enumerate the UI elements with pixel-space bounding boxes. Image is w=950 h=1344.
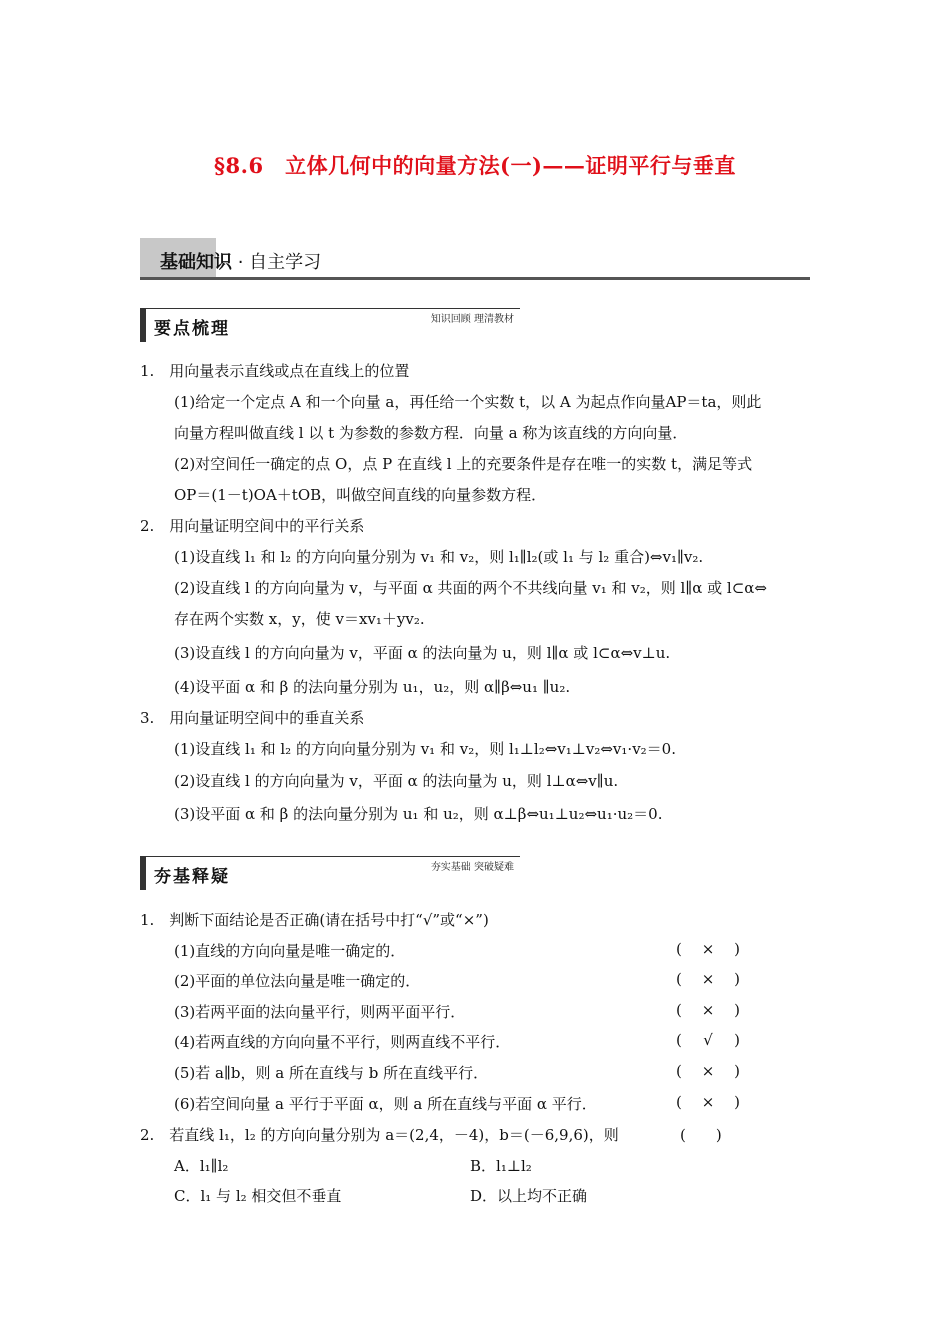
answer-mark: ×: [701, 1093, 715, 1111]
question-1: 1. 判断下面结论是否正确(请在括号中打“√”或“×”): [140, 911, 489, 929]
answer-bracket: ( × ): [676, 940, 740, 958]
judgement-item: (4)若两直线的方向向量不平行，则两直线不平行．: [174, 1033, 511, 1051]
section-header: [140, 238, 810, 280]
paragraph-line: (2)对空间任一确定的点 O，点 P 在直线 l 上的充要条件是存在唯一的实数 t，满足等式: [174, 455, 753, 473]
heading-3: 3. 用向量证明空间中的垂直关系: [140, 709, 365, 727]
option-b: B．l₁⊥l₂: [470, 1157, 532, 1175]
answer-mark: ×: [701, 1001, 715, 1019]
option-c: C．l₁ 与 l₂ 相交但不垂直: [174, 1187, 342, 1205]
answer-bracket: ( × ): [676, 1062, 740, 1080]
paragraph-line: (3)设直线 l 的方向向量为 v，平面 α 的法向量为 u，则 l∥α 或 l⊂α⇔v⊥u.: [174, 644, 671, 662]
paragraph-line: (1)给定一个定点 A 和一个向量 a，再任给一个实数 t，以 A 为起点作向量AP＝ta，则此: [174, 393, 762, 411]
subsection-tag: 知识回顾 理清教材: [430, 314, 514, 325]
option-a: A．l₁∥l₂: [174, 1157, 229, 1175]
paragraph-line: (4)设平面 α 和 β 的法向量分别为 u₁，u₂，则 α∥β⇔u₁ ∥u₂.: [174, 678, 571, 696]
judgement-item: (3)若两平面的法向量平行，则两平面平行．: [174, 1003, 466, 1021]
paragraph-line: 存在两个实数 x，y，使 v＝xv₁＋yv₂.: [174, 610, 425, 628]
paragraph-line: (2)设直线 l 的方向向量为 v，与平面 α 共面的两个不共线向量 v₁ 和 v₂，则 l∥α 或 l⊂α⇔: [174, 579, 767, 597]
judgement-item: (5)若 a∥b，则 a 所在直线与 b 所在直线平行．: [174, 1064, 489, 1082]
heading-1: 1. 用向量表示直线或点在直线上的位置: [140, 362, 410, 380]
answer-bracket: ( × ): [676, 1093, 740, 1111]
judgement-item: (2)平面的单位法向量是唯一确定的．: [174, 972, 421, 990]
subsection-top-line: [146, 856, 520, 857]
judgement-item: (6)若空间向量 a 平行于平面 α，则 a 所在直线与平面 α 平行．: [174, 1095, 597, 1113]
section-header-text: [160, 248, 321, 274]
answer-mark: ×: [701, 970, 715, 988]
answer-mark: ×: [701, 940, 715, 958]
heading-2: 2. 用向量证明空间中的平行关系: [140, 517, 365, 535]
subsection-title: 要点梳理: [154, 319, 230, 339]
subsection-top-line: [146, 308, 520, 309]
section-title-rest: · 自主学习: [232, 252, 322, 273]
answer-mark: √: [703, 1031, 713, 1049]
section-rule: [140, 277, 810, 280]
paragraph-line: 向量方程叫做直线 l 以 t 为参数的参数方程．向量 a 称为该直线的方向向量．: [174, 424, 688, 442]
option-d: D．以上均不正确: [470, 1187, 588, 1205]
question-2: 2. 若直线 l₁，l₂ 的方向向量分别为 a＝(2,4，－4)，b＝(－6,9,6)，则: [140, 1126, 619, 1144]
subsection-header-key-points: [140, 308, 520, 342]
answer-mark: ×: [701, 1062, 715, 1080]
answer-bracket: ( × ): [676, 970, 740, 988]
answer-bracket: ( ): [680, 1126, 722, 1144]
subsection-tag: 夯实基础 突破疑难: [430, 862, 514, 873]
subsection-bar: [140, 308, 146, 342]
subsection-bar: [140, 856, 146, 890]
page-title: §8.6 立体几何中的向量方法(一)——证明平行与垂直: [214, 153, 736, 178]
paragraph-line: OP＝(1－t)OA＋tOB，叫做空间直线的向量参数方程．: [174, 486, 547, 504]
subsection-title: 夯基释疑: [154, 867, 230, 887]
judgement-item: (1)直线的方向向量是唯一确定的．: [174, 942, 406, 960]
paragraph-line: (1)设直线 l₁ 和 l₂ 的方向向量分别为 v₁ 和 v₂，则 l₁∥l₂(或 l₁ 与 l₂ 重合)⇔v₁∥v₂.: [174, 548, 704, 566]
paragraph-line: (2)设直线 l 的方向向量为 v，平面 α 的法向量为 u，则 l⊥α⇔v∥u.: [174, 772, 619, 790]
subsection-header-practice: [140, 856, 520, 890]
answer-bracket: ( √ ): [676, 1031, 740, 1049]
section-title-bold: 基础知识: [160, 252, 232, 273]
answer-bracket: ( × ): [676, 1001, 740, 1019]
paragraph-line: (3)设平面 α 和 β 的法向量分别为 u₁ 和 u₂，则 α⊥β⇔u₁⊥u₂⇔u₁·u₂＝0.: [174, 805, 663, 823]
paragraph-line: (1)设直线 l₁ 和 l₂ 的方向向量分别为 v₁ 和 v₂，则 l₁⊥l₂⇔v₁⊥v₂⇔v₁·v₂＝0.: [174, 740, 676, 758]
